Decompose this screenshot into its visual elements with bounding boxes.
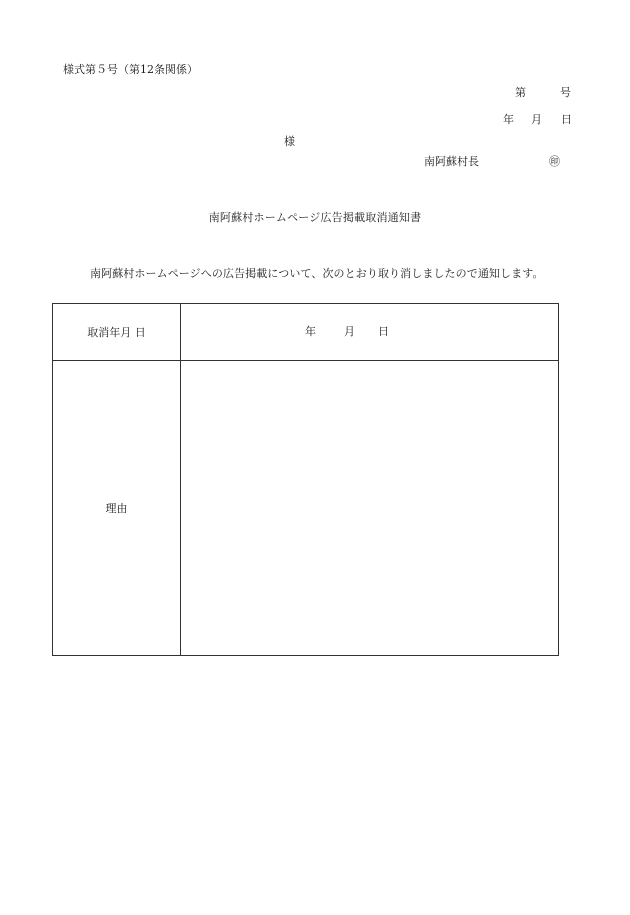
issue-date-day: 日 — [561, 113, 572, 126]
document-title: 南阿蘇村ホームページ広告掲載取消通知書 — [208, 211, 422, 224]
reason-value — [181, 361, 558, 655]
seal-mark: ㊞ — [549, 155, 560, 168]
cancel-date-label — [53, 304, 181, 361]
reason-label-text: 理由 — [105, 502, 128, 515]
body-text: 南阿蘇村ホームページへの広告掲載について、次のとおり取り消しましたので通知します。 — [90, 267, 544, 280]
form-number: 様式第５号（第12条関係） — [63, 63, 198, 76]
addressee-suffix: 様 — [284, 135, 295, 148]
issuer-name: 南阿蘇村長 — [424, 155, 479, 168]
cancel-date-day: 日 — [378, 325, 389, 338]
issue-date-year: 年 — [503, 113, 514, 126]
document-number-suffix: 号 — [560, 86, 571, 99]
cancel-date-label-text: 取消年月 日 — [87, 326, 146, 339]
document-number-prefix: 第 — [515, 86, 526, 99]
issue-date-month: 月 — [531, 113, 542, 126]
cancel-date-year: 年 — [305, 325, 316, 338]
cancel-date-value — [181, 304, 558, 361]
reason-label — [53, 361, 181, 655]
cancel-date-month: 月 — [344, 325, 355, 338]
detail-table — [52, 303, 559, 656]
